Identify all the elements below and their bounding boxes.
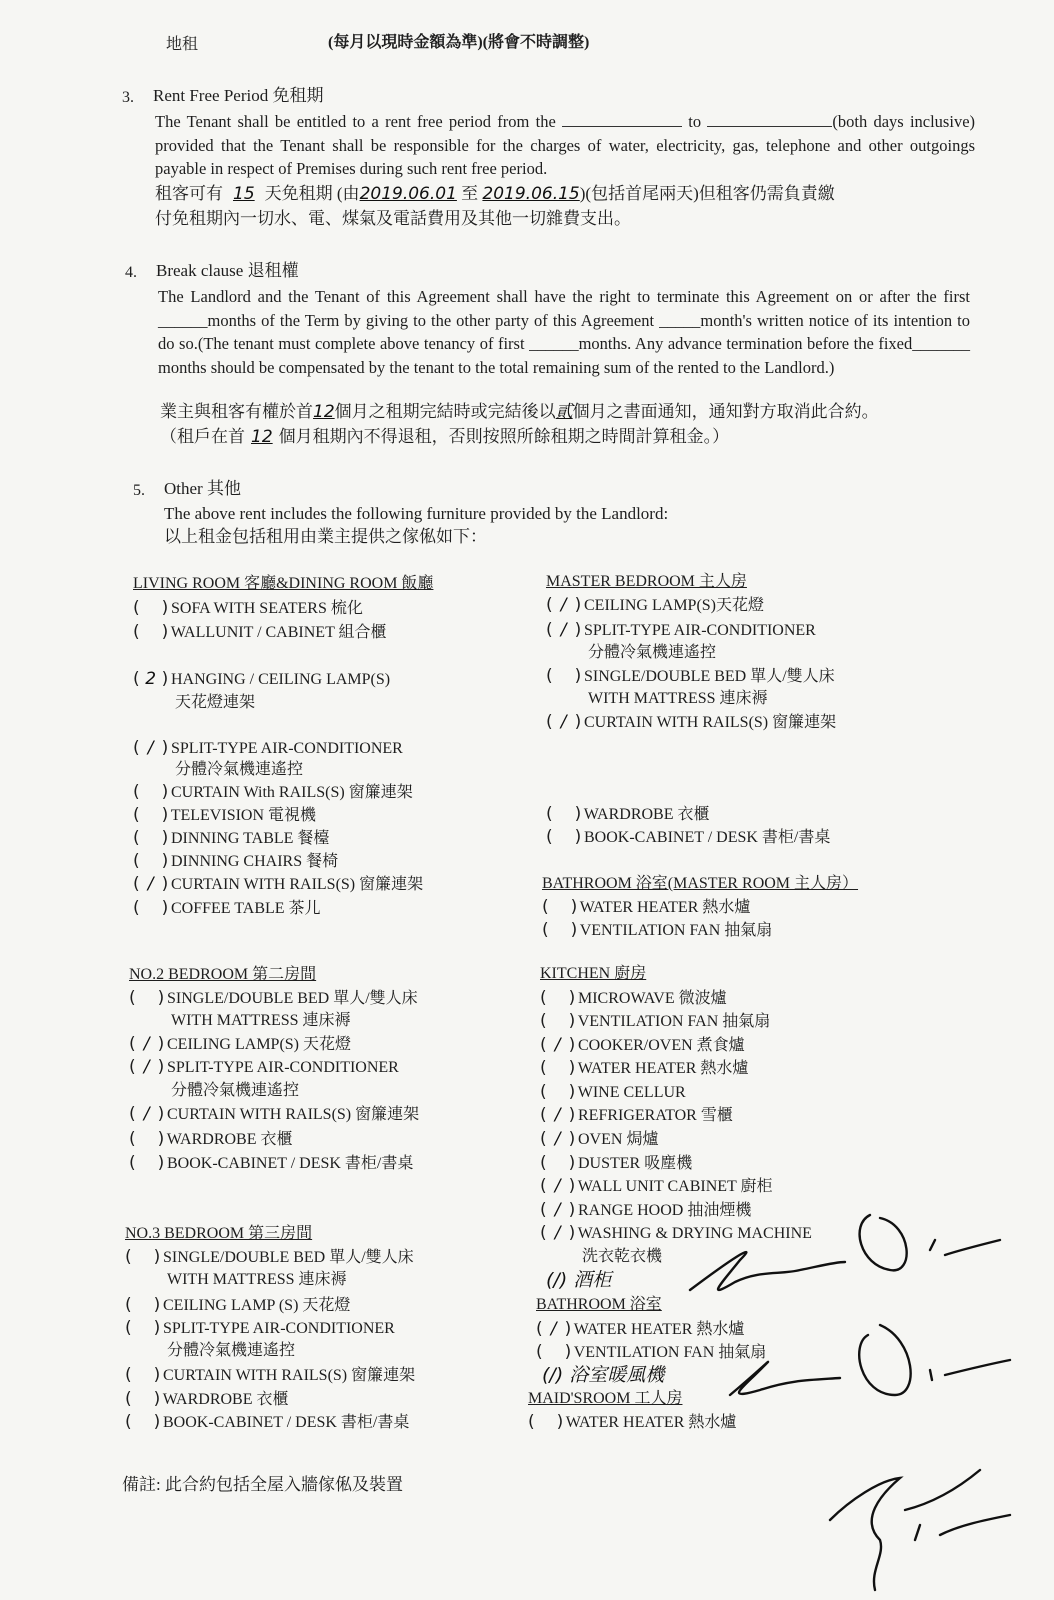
item-label: WATER HEATER 熱水爐	[574, 1060, 749, 1077]
signature-1	[690, 1215, 1000, 1290]
rent-free-days: 15	[233, 184, 255, 204]
checkbox-mark: ( / )	[546, 712, 582, 732]
clause4-english: The Landlord and the Tenant of this Agreement shall have the right to terminate this Agreement on or after the first ______months of the Term by giving to the other party of this Agreement _____month's written notice of its intention to do so.(The tenant must complete above tenancy of first ______months. Any advance termination before the fixed_______ months should be compensated by the tenant to the total remaining sum of the rented to the Landlord.)	[158, 287, 970, 377]
item-sublabel: WITH MATTRESS 連床褥	[167, 1271, 347, 1288]
mark-value: 2	[145, 669, 157, 689]
item-label: CURTAIN WITH RAILS(S) 窗簾連架	[167, 876, 424, 893]
item-label: CURTAIN WITH RAILS(S) 窗簾連架	[159, 1367, 416, 1384]
item-label: WARDROBE 衣櫃	[163, 1131, 293, 1148]
checkbox-mark: ( )	[546, 827, 582, 847]
c4-zh-a: 業主與租客有權於首	[160, 402, 313, 421]
item-label: BOOK-CABINET / DESK 書柜/書桌	[163, 1155, 414, 1172]
section-title: KITCHEN 廚房	[540, 965, 647, 982]
checkbox-mark: ( / )	[129, 1034, 165, 1054]
mark-value: /	[554, 1223, 561, 1243]
item-label: RANGE HOOD 抽油煙機	[574, 1202, 752, 1219]
clause5-chinese: 以上租金包括租用由業主提供之傢俬如下：	[164, 527, 487, 546]
checkbox-mark: ( )	[542, 897, 578, 917]
item-label: SINGLE/DOUBLE BED 單人/雙人床	[163, 990, 418, 1007]
c4-zh-b: 個月之租期完結時或完結後以	[334, 402, 556, 421]
mark-value: /	[554, 1035, 561, 1055]
item-sublabel: 天花燈連架	[175, 694, 256, 711]
checkbox-mark: ( )	[540, 1011, 576, 1031]
item-sublabel: WITH MATTRESS 連床褥	[171, 1012, 351, 1029]
checkbox-mark: ( / )	[129, 1104, 165, 1124]
section-title: MASTER BEDROOM 主人房	[546, 573, 747, 590]
checkbox-mark: ( )	[540, 1153, 576, 1173]
checkbox-mark: ( / )	[133, 874, 169, 894]
clause3-title: Rent Free Period 免租期	[153, 86, 324, 105]
item-label: WARDROBE 衣櫃	[159, 1391, 289, 1408]
item-label: DINNING TABLE 餐檯	[167, 830, 330, 847]
item-sublabel: 分體冷氣機連遙控	[171, 1082, 300, 1099]
checkbox-mark: ( )	[125, 1318, 161, 1338]
min-months: 12	[251, 426, 273, 447]
item-label: DINNING CHAIRS 餐椅	[167, 853, 339, 870]
signature-2	[730, 1325, 1010, 1395]
checkbox-mark: ( / )	[540, 1200, 576, 1220]
item-label: VENTILATION FAN 抽氣扇	[574, 1013, 771, 1030]
top-right-note: (每月以現時金額為準)(將會不時調整)	[328, 34, 590, 51]
checkbox-mark: ( )	[125, 1389, 161, 1409]
item-sublabel: 洗衣乾衣機	[582, 1248, 663, 1265]
checkbox-mark: ( )	[125, 1247, 161, 1267]
item-label: WATER HEATER 熱水爐	[562, 1414, 737, 1431]
checkbox-mark: ( )	[133, 851, 169, 871]
checkbox-mark: ( )	[125, 1365, 161, 1385]
notice-months: 貳	[555, 402, 573, 422]
item-label: REFRIGERATOR 雪櫃	[574, 1107, 733, 1124]
clause5-number: 5.	[133, 482, 145, 499]
item-label: CEILING LAMP (S) 天花燈	[159, 1297, 351, 1314]
checkbox-mark: ( )	[528, 1412, 564, 1432]
item-label: WALLUNIT / CABINET 組合櫃	[167, 624, 387, 641]
top-left-label: 地租	[166, 36, 199, 53]
item-label: CURTAIN With RAILS(S) 窗簾連架	[167, 784, 413, 801]
mark-value: /	[560, 595, 567, 615]
checkbox-mark: ( / )	[540, 1129, 576, 1149]
item-label: SPLIT-TYPE AIR-CONDITIONER	[163, 1059, 399, 1076]
section-title: NO.2 BEDROOM 第二房間	[129, 966, 317, 983]
checkbox-mark: ( )	[133, 782, 169, 802]
checkbox-mark: ( )	[536, 1342, 572, 1362]
section-title: BATHROOM 浴室(MASTER ROOM 主人房）	[542, 875, 859, 892]
checkbox-mark: ( 2 )	[133, 669, 169, 689]
checkbox-mark: ( / )	[129, 1057, 165, 1077]
checkbox-mark: ( )	[546, 666, 582, 686]
mark-value: /	[147, 874, 154, 894]
checkbox-mark: ( / )	[540, 1223, 576, 1243]
mark-value: /	[554, 1105, 561, 1125]
section-title: NO.3 BEDROOM 第三房間	[125, 1225, 313, 1242]
section-title: BATHROOM 浴室	[536, 1296, 662, 1313]
item-label: CURTAIN WITH RAILS(S) 窗簾連架	[163, 1106, 420, 1123]
item-label: TELEVISION 電視機	[167, 807, 317, 824]
item-label: SPLIT-TYPE AIR-CONDITIONER	[159, 1320, 395, 1337]
c4-zh-c: 個月之書面通知，通知對方取消此合約。	[572, 402, 879, 421]
item-label: WARDROBE 衣櫃	[580, 806, 710, 823]
item-label: BOOK-CABINET / DESK 書柜/書桌	[159, 1414, 410, 1431]
rent-free-to: 2019.06.15	[482, 184, 580, 204]
c3-zh-b: 天免租期 (由	[264, 184, 360, 203]
mark-value: /	[143, 1034, 150, 1054]
checkbox-mark: ( )	[133, 898, 169, 918]
checkbox-mark: ( / )	[546, 620, 582, 640]
item-label: HANGING / CEILING LAMP(S)	[167, 671, 391, 688]
mark-value: /	[560, 620, 567, 640]
c3-zh-d: 付免租期內一切水、電、煤氣及電話費用及其他一切雜費支出。	[155, 208, 631, 228]
item-label: WALL UNIT CABINET 廚柜	[574, 1178, 773, 1195]
c4-zh-d: （租戶在首	[160, 426, 245, 446]
item-label: WATER HEATER 熱水爐	[570, 1321, 745, 1338]
checkbox-mark: ( )	[125, 1412, 161, 1432]
checkbox-mark: ( )	[542, 920, 578, 940]
item-sublabel: 分體冷氣機連遙控	[175, 761, 304, 778]
item-label: WATER HEATER 熱水爐	[576, 899, 751, 916]
break-months: 12	[313, 402, 335, 422]
item-sublabel: 分體冷氣機連遙控	[588, 644, 717, 661]
item-label: CEILING LAMP(S) 天花燈	[163, 1036, 351, 1053]
checkbox-mark: ( / )	[540, 1035, 576, 1055]
mark-value: /	[560, 712, 567, 732]
checkbox-mark: ( / )	[540, 1105, 576, 1125]
c4-zh-e: 個月租期內不得退租，否則按照所餘租期之時間計算租金。）	[278, 426, 730, 446]
item-label: CURTAIN WITH RAILS(S) 窗簾連架	[580, 714, 837, 731]
checkbox-mark: ( )	[540, 988, 576, 1008]
checkbox-mark: ( / )	[536, 1319, 572, 1339]
item-label: VENTILATION FAN 抽氣扇	[570, 1344, 767, 1361]
item-label: SINGLE/DOUBLE BED 單人/雙人床	[159, 1249, 414, 1266]
section-title: LIVING ROOM 客廳&DINING ROOM 飯廳	[133, 575, 434, 592]
mark-value: /	[554, 1176, 561, 1196]
c3-zh-c: )(包括首尾兩天)但租客仍需負責繳	[579, 184, 835, 203]
mark-value: /	[554, 1200, 561, 1220]
section-title: MAID'SROOM 工人房	[528, 1390, 683, 1407]
mark-value: /	[143, 1057, 150, 1077]
rent-free-from: 2019.06.01	[359, 184, 457, 204]
clause5-title: Other 其他	[164, 479, 241, 498]
checkbox-mark: ( )	[129, 1129, 165, 1149]
item-label: OVEN 焗爐	[574, 1131, 659, 1148]
item-sublabel: WITH MATTRESS 連床褥	[588, 690, 768, 707]
checkbox-mark: ( )	[133, 805, 169, 825]
item-label: CEILING LAMP(S)天花燈	[580, 597, 764, 614]
item-label: COFFEE TABLE 茶儿	[167, 900, 321, 917]
checkbox-mark: ( )	[133, 622, 169, 642]
clause3-text-b: (both days inclusive) provided that the Tenant shall be responsible for the charges of water, electricity, gas, telephone and other outgoings payable in respect of Premises during such rent free period.	[155, 112, 976, 178]
item-label: BOOK-CABINET / DESK 書柜/書桌	[580, 829, 831, 846]
clause3-to: to	[688, 112, 702, 131]
mark-value: /	[143, 1104, 150, 1124]
item-label: MICROWAVE 微波爐	[574, 990, 727, 1007]
signature-3	[830, 1470, 1010, 1590]
checkbox-mark: ( )	[133, 598, 169, 618]
item-sublabel: 分體冷氣機連遙控	[167, 1342, 296, 1359]
checkbox-mark: ( )	[546, 804, 582, 824]
clause3-text-a: The Tenant shall be entitled to a rent free period from the	[155, 112, 556, 131]
item-label: SOFA WITH SEATERS 梳化	[167, 600, 363, 617]
clause4-title: Break clause 退租權	[156, 261, 299, 280]
checkbox-mark: ( )	[133, 828, 169, 848]
item-label: COOKER/OVEN 煮食爐	[574, 1037, 745, 1054]
checkbox-mark: ( )	[129, 1153, 165, 1173]
c3-to-label: 至	[461, 184, 479, 203]
handwritten-item: (/) 酒柜	[546, 1269, 612, 1291]
mark-value: /	[550, 1319, 557, 1339]
checkbox-mark: ( / )	[546, 595, 582, 615]
clause3-number: 3.	[122, 89, 134, 106]
c3-zh-a: 租客可有	[155, 184, 223, 203]
checkbox-mark: ( / )	[133, 738, 169, 758]
item-label: DUSTER 吸塵機	[574, 1155, 693, 1172]
item-label: SPLIT-TYPE AIR-CONDITIONER	[167, 740, 403, 757]
mark-value: /	[554, 1129, 561, 1149]
item-label: WINE CELLUR	[574, 1084, 686, 1101]
checkbox-mark: ( )	[540, 1058, 576, 1078]
remark: 備註: 此合約包括全屋入牆傢俬及裝置	[122, 1475, 403, 1494]
clause4-number: 4.	[125, 264, 137, 281]
item-label: WASHING & DRYING MACHINE	[574, 1225, 812, 1242]
item-label: SINGLE/DOUBLE BED 單人/雙人床	[580, 668, 835, 685]
clause5-english: The above rent includes the following furniture provided by the Landlord:	[164, 504, 669, 523]
checkbox-mark: ( / )	[540, 1176, 576, 1196]
checkbox-mark: ( )	[540, 1082, 576, 1102]
item-label: VENTILATION FAN 抽氣扇	[576, 922, 773, 939]
item-label: SPLIT-TYPE AIR-CONDITIONER	[580, 622, 816, 639]
checkbox-mark: ( )	[125, 1295, 161, 1315]
mark-value: /	[147, 738, 154, 758]
handwritten-item: (/) 浴室暖風機	[542, 1364, 665, 1386]
checkbox-mark: ( )	[129, 988, 165, 1008]
